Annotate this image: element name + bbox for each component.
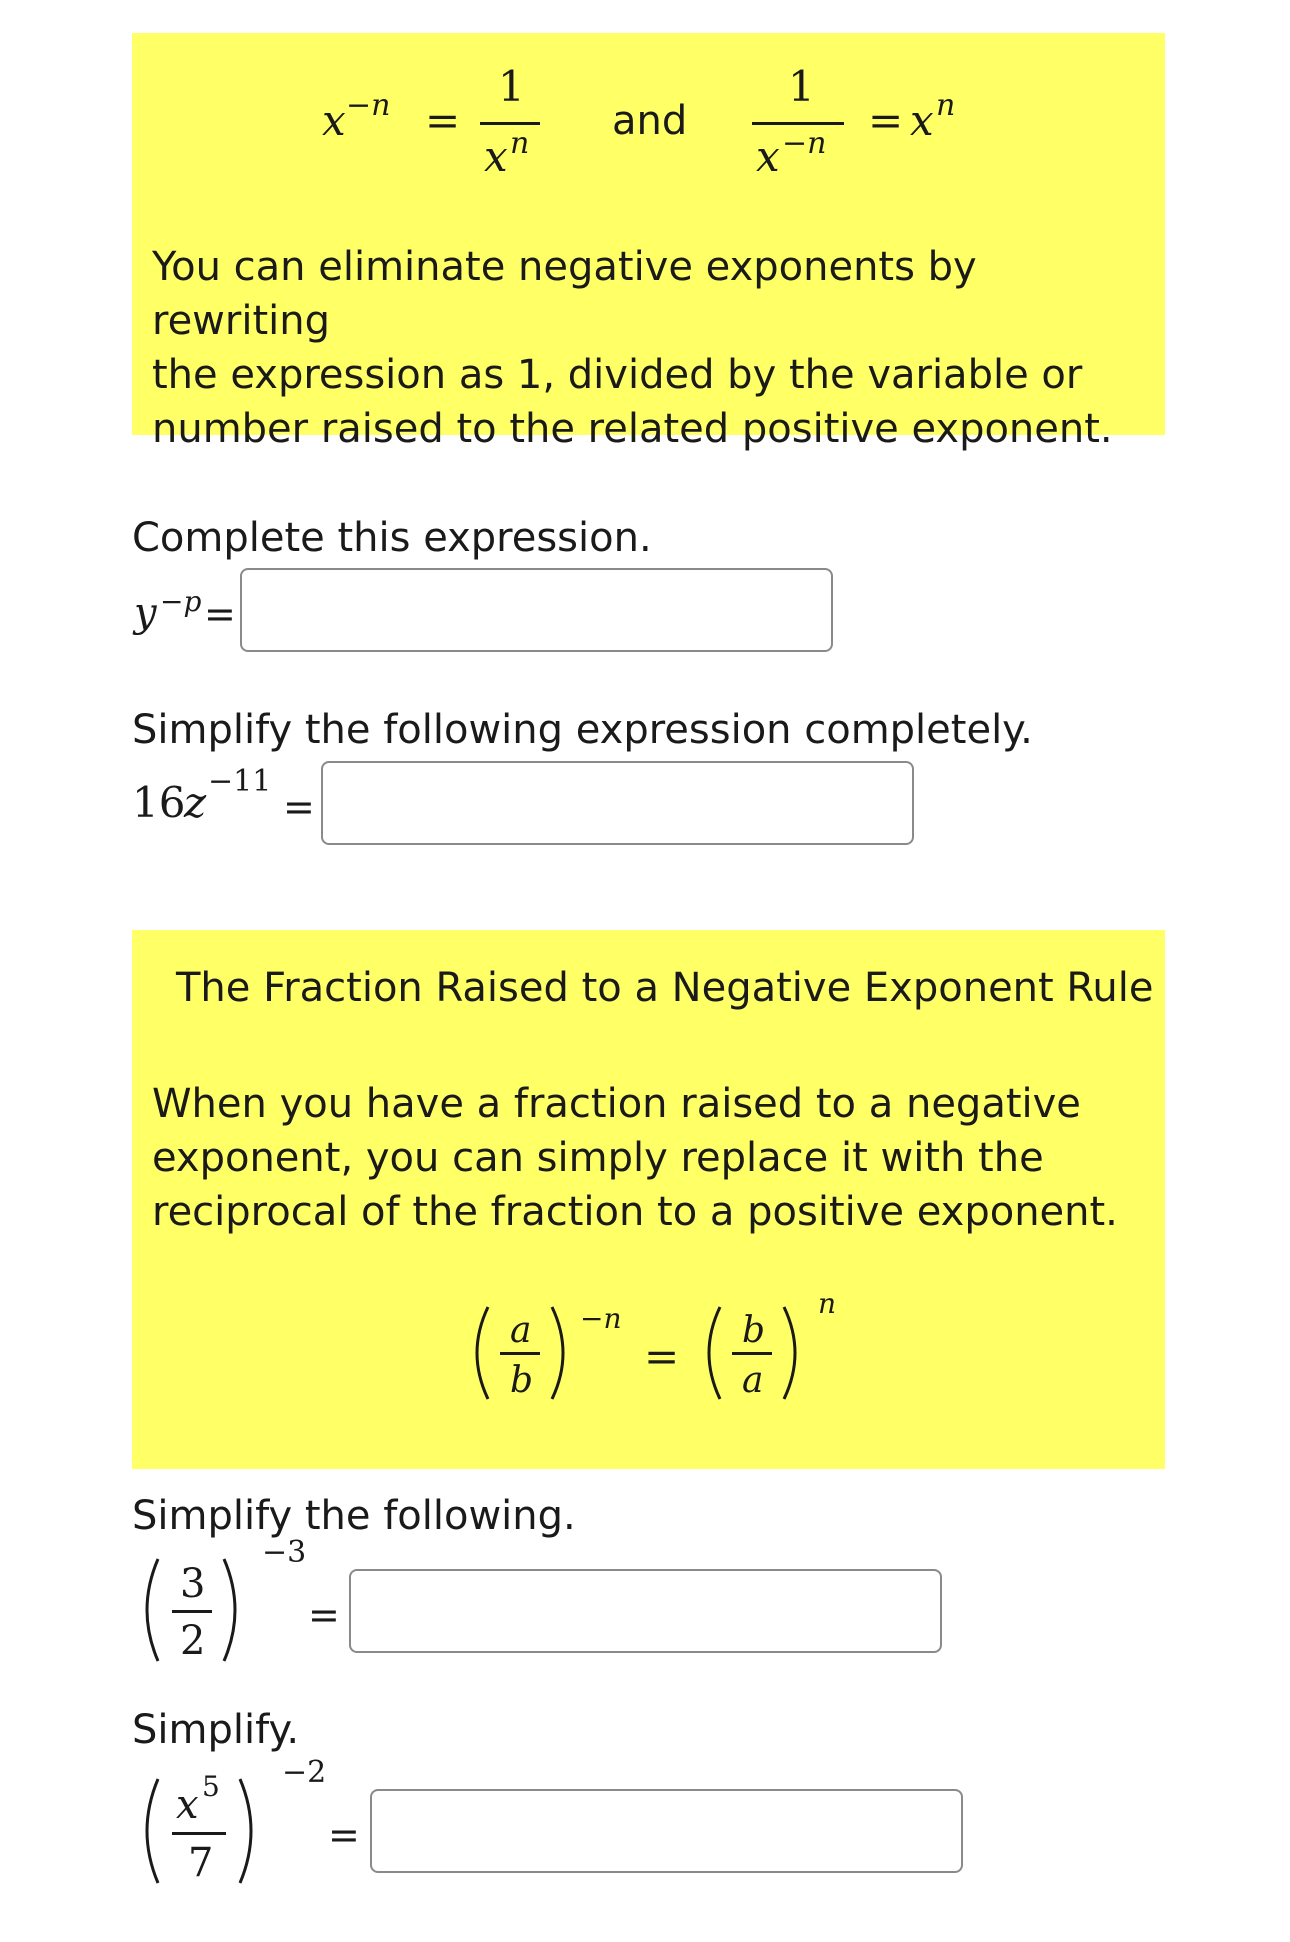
formula-neg-exponent: −n <box>346 88 391 123</box>
formula-a: a <box>742 1360 764 1401</box>
question-4-numerator-base: x <box>176 1782 199 1828</box>
question-2-answer-input[interactable] <box>321 761 914 845</box>
formula-pos-exponent: n <box>936 88 956 123</box>
question-3-answer-input[interactable] <box>349 1569 942 1653</box>
formula-b: b <box>510 1360 534 1401</box>
fraction-bar <box>500 1352 540 1355</box>
formula-base: x <box>322 96 346 145</box>
formula-one: 1 <box>498 62 525 111</box>
formula-equals: = <box>425 96 461 145</box>
fraction-bar <box>172 1610 212 1613</box>
fraction-rule-explanation: When you have a fraction raised to a negative exponent, you can simply replace it with the reciprocal of the fraction to a positive exponent. <box>152 1081 1118 1235</box>
formula-connector: and <box>612 98 688 144</box>
formula-equals: = <box>644 1332 680 1381</box>
formula-a: a <box>510 1310 532 1351</box>
question-3-exponent: −3 <box>262 1535 307 1570</box>
question-2-prompt: Simplify the following expression completely. <box>132 707 1033 753</box>
question-4-prompt: Simplify. <box>132 1707 300 1753</box>
question-4-numerator-exponent: 5 <box>202 1770 220 1803</box>
fraction-bar <box>172 1832 226 1835</box>
question-4-equals: = <box>328 1813 360 1857</box>
formula-base: x <box>484 132 508 181</box>
fraction-bar <box>732 1352 772 1355</box>
question-2-equals: = <box>283 785 315 829</box>
question-1-exponent: −p <box>160 585 202 618</box>
left-paren-icon <box>696 1303 726 1403</box>
question-2-coefficient: 16 <box>132 778 186 827</box>
formula-base: x <box>756 132 780 181</box>
formula-one: 1 <box>788 62 815 111</box>
left-paren-icon <box>464 1303 494 1403</box>
question-1-prompt: Complete this expression. <box>132 515 652 561</box>
right-paren-icon <box>546 1303 576 1403</box>
right-paren-icon <box>234 1775 264 1887</box>
question-4-denominator: 7 <box>188 1840 214 1886</box>
question-4-exponent: −2 <box>282 1755 327 1790</box>
question-3-equals: = <box>308 1593 340 1637</box>
formula-pos-exponent: n <box>510 126 530 161</box>
question-3-denominator: 2 <box>180 1618 206 1664</box>
question-1-base: y <box>134 590 157 636</box>
question-2-exponent: −11 <box>208 764 272 799</box>
fraction-bar <box>752 122 844 125</box>
question-2-base: z <box>184 778 207 827</box>
question-3-prompt: Simplify the following. <box>132 1493 576 1539</box>
formula-neg-exponent: −n <box>782 126 827 161</box>
question-4-answer-input[interactable] <box>370 1789 963 1873</box>
formula-pos-exponent: n <box>818 1287 837 1320</box>
left-paren-icon <box>134 1555 164 1665</box>
right-paren-icon <box>778 1303 808 1403</box>
fraction-bar <box>480 122 540 125</box>
left-paren-icon <box>134 1775 164 1887</box>
right-paren-icon <box>218 1555 248 1665</box>
rule-title: The Fraction Raised to a Negative Exponent Rule <box>176 965 1154 1011</box>
formula-equals: = <box>868 96 904 145</box>
formula-neg-exponent: −n <box>580 1302 622 1335</box>
negative-exponent-explanation: You can eliminate negative exponents by rewriting the expression as 1, divided by the variable or number raised to the related positive exponent. <box>152 244 1113 452</box>
formula-base: x <box>910 96 934 145</box>
question-1-equals: = <box>204 592 236 636</box>
formula-b: b <box>742 1310 766 1351</box>
question-3-numerator: 3 <box>180 1561 206 1607</box>
question-1-answer-input[interactable] <box>240 568 833 652</box>
